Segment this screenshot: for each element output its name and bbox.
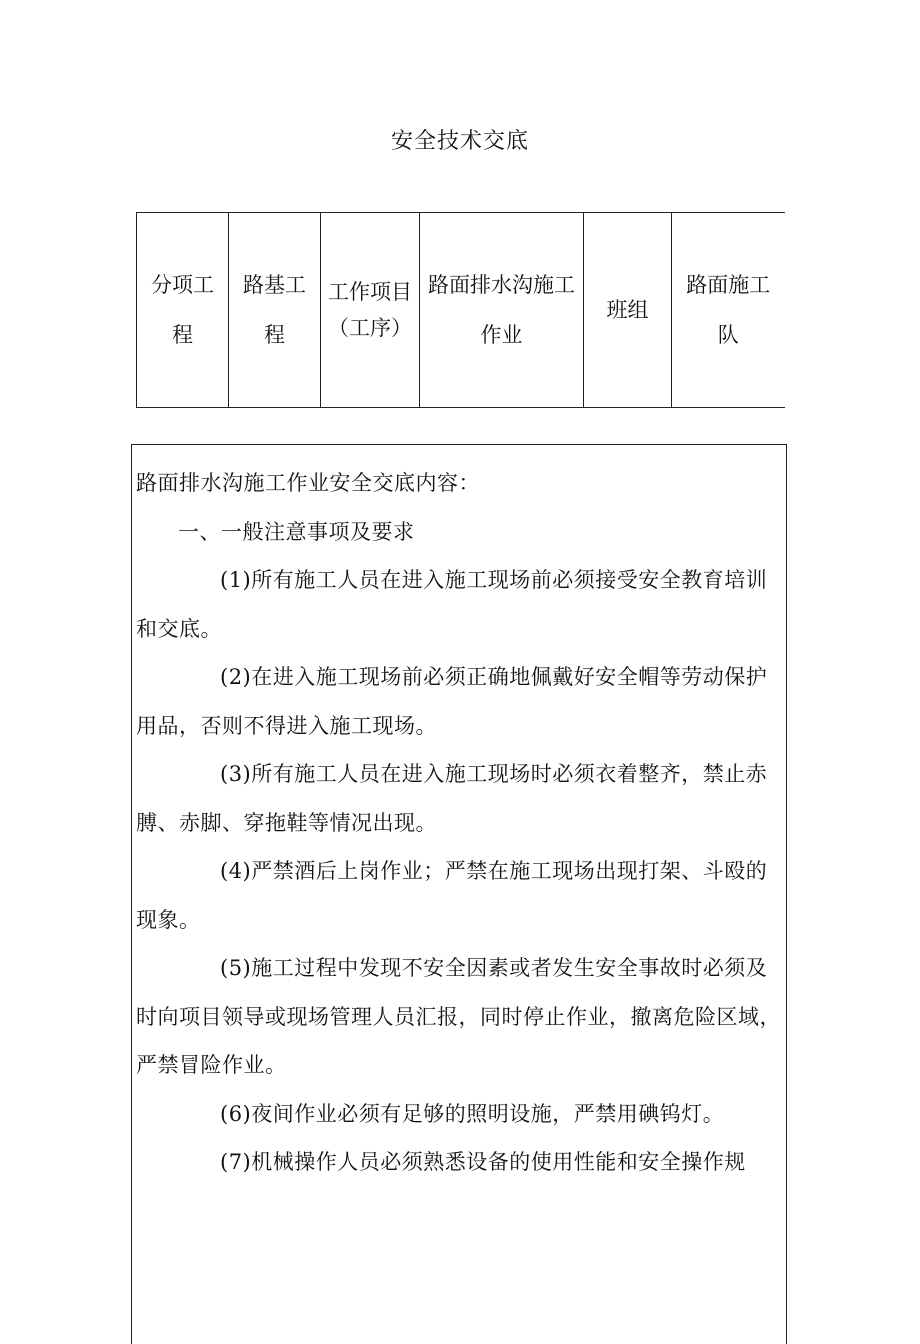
content-heading: 路面排水沟施工作业安全交底内容： bbox=[136, 471, 480, 495]
cell-text: 路基工程 bbox=[243, 273, 306, 347]
cell-text: 分项工程 bbox=[151, 273, 214, 347]
content-body bbox=[132, 445, 786, 1187]
cell-work-item-label bbox=[321, 213, 420, 408]
list-item: (1)所有施工人员在进入施工现场前必须接受安全教育培训和交底。 bbox=[136, 568, 768, 641]
cell-text: 路面施工队 bbox=[686, 273, 771, 347]
cell-text: 路面排水沟施工作业 bbox=[428, 273, 575, 347]
cell-subproject-value bbox=[229, 213, 321, 408]
info-table-row bbox=[137, 213, 785, 408]
cell-team-value bbox=[672, 213, 785, 408]
list-item: (6)夜间作业必须有足够的照明设施，严禁用碘钨灯。 bbox=[220, 1101, 725, 1126]
list-item: (7)机械操作人员必须熟悉设备的使用性能和安全操作规 bbox=[220, 1150, 746, 1174]
cell-text: 班组 bbox=[606, 298, 649, 322]
cell-text: 工作项目（工序） bbox=[328, 280, 412, 340]
document-title: 安全技术交底 bbox=[390, 129, 529, 154]
list-item: (5)施工过程中发现不安全因素或者发生安全事故时必须及时向项目领导或现场管理人员汇报，同时停止作业，撤离危险区域，严禁冒险作业。 bbox=[136, 956, 781, 1077]
list-item: (3)所有施工人员在进入施工现场时必须衣着整齐，禁止赤膊、赤脚、穿拖鞋等情况出现。 bbox=[136, 762, 768, 835]
info-table bbox=[136, 212, 785, 408]
cell-team-label bbox=[584, 213, 672, 408]
section-title: 一、一般注意事项及要求 bbox=[178, 519, 415, 544]
content-box bbox=[131, 444, 787, 1344]
list-item: (2)在进入施工现场前必须正确地佩戴好安全帽等劳动保护用品，否则不得进入施工现场。 bbox=[136, 665, 768, 738]
cell-work-item-value bbox=[420, 213, 584, 408]
list-item: (4)严禁酒后上岗作业；严禁在施工现场出现打架、斗殴的现象。 bbox=[136, 859, 768, 932]
cell-subproject-label bbox=[137, 213, 229, 408]
